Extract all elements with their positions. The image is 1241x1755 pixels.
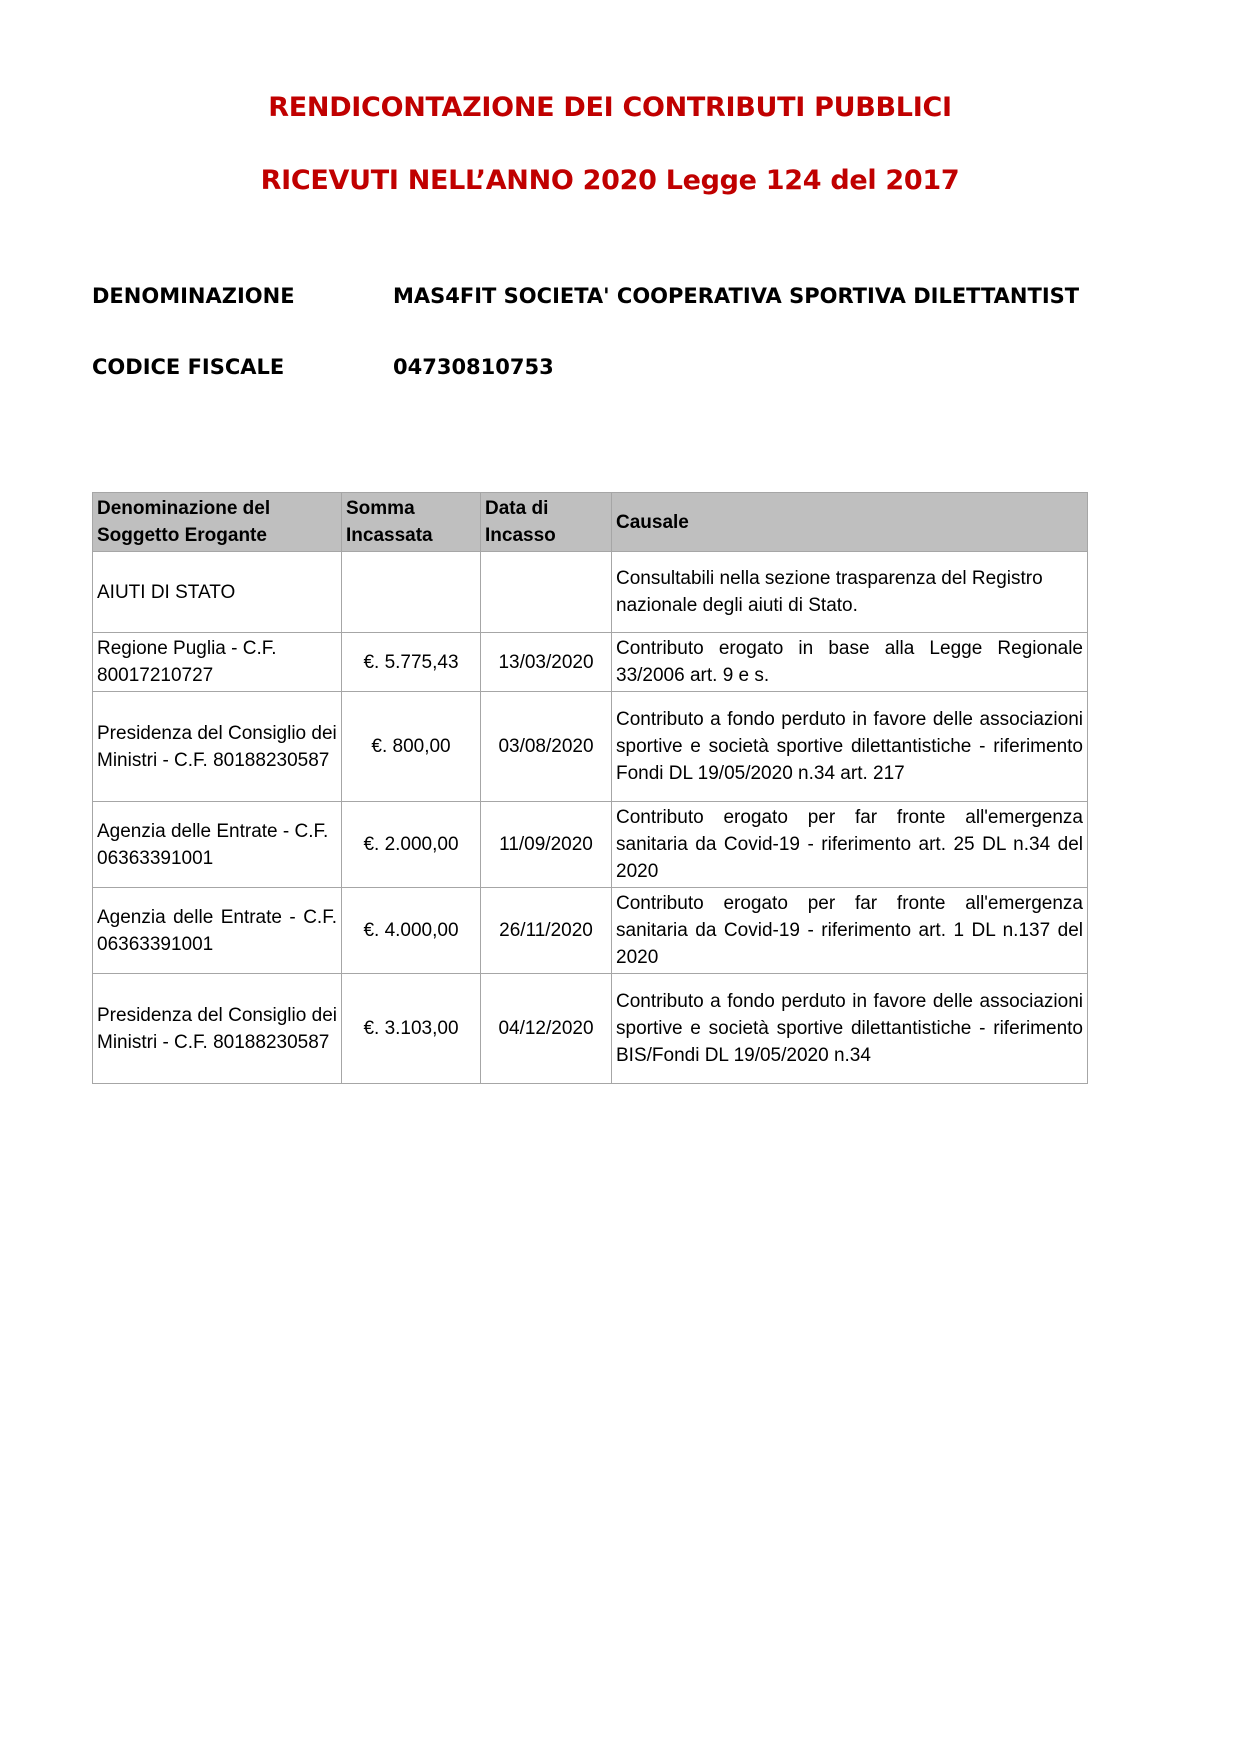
document-title-line2: RICEVUTI NELL’ANNO 2020 Legge 124 del 2017 [260,165,960,196]
header-causale: Causale [612,493,1088,552]
contributions-table [92,492,1088,1084]
cell-soggetto: Agenzia delle Entrate - C.F. 06363391001 [93,802,342,888]
cell-soggetto: Regione Puglia - C.F. 80017210727 [93,633,342,692]
table-row [93,802,1088,888]
table-row [93,633,1088,692]
cell-causale: Contributo a fondo perduto in favore delle associazioni sportive e società sportive dilettantistiche - riferimento Fondi DL 19/05/2020 n.34 art. 217 [612,692,1088,802]
header-data: Data di Incasso [481,493,612,552]
table-row [93,974,1088,1084]
cell-causale: Contributo erogato per far fronte all'emergenza sanitaria da Covid-19 - riferimento art. 25 DL n.34 del 2020 [612,802,1088,888]
codice-fiscale-value: 04730810753 [393,355,554,379]
cell-data [481,552,612,633]
header-somma: Somma Incassata [342,493,481,552]
cell-causale: Contributo a fondo perduto in favore delle associazioni sportive e società sportive dilettantistiche - riferimento BIS/Fondi DL 19/05/2020 n.34 [612,974,1088,1084]
cell-soggetto: Presidenza del Consiglio dei Ministri - C.F. 80188230587 [93,974,342,1084]
cell-data: 03/08/2020 [481,692,612,802]
table-row [93,692,1088,802]
table-header-row [93,493,1088,552]
cell-data: 11/09/2020 [481,802,612,888]
cell-somma: €. 4.000,00 [342,888,481,974]
denominazione-value: MAS4FIT SOCIETA' COOPERATIVA SPORTIVA DILETTANTIST [393,284,1080,308]
cell-soggetto: Presidenza del Consiglio dei Ministri - C.F. 80188230587 [93,692,342,802]
cell-data: 04/12/2020 [481,974,612,1084]
document-title-line1: RENDICONTAZIONE DEI CONTRIBUTI PUBBLICI [268,92,952,123]
table-row [93,888,1088,974]
cell-causale: Consultabili nella sezione trasparenza del Registro nazionale degli aiuti di Stato. [612,552,1088,633]
cell-somma: €. 3.103,00 [342,974,481,1084]
header-soggetto: Denominazione del Soggetto Erogante [93,493,342,552]
table-row [93,552,1088,633]
cell-causale: Contributo erogato in base alla Legge Regionale 33/2006 art. 9 e s. [612,633,1088,692]
cell-soggetto: Agenzia delle Entrate - C.F. 06363391001 [93,888,342,974]
cell-data: 26/11/2020 [481,888,612,974]
cell-data: 13/03/2020 [481,633,612,692]
codice-fiscale-label: CODICE FISCALE [92,355,285,379]
cell-somma: €. 800,00 [342,692,481,802]
cell-somma: €. 5.775,43 [342,633,481,692]
cell-somma [342,552,481,633]
denominazione-label: DENOMINAZIONE [92,284,295,308]
cell-causale: Contributo erogato per far fronte all'emergenza sanitaria da Covid-19 - riferimento art. 1 DL n.137 del 2020 [612,888,1088,974]
cell-soggetto: AIUTI DI STATO [93,552,342,633]
cell-somma: €. 2.000,00 [342,802,481,888]
